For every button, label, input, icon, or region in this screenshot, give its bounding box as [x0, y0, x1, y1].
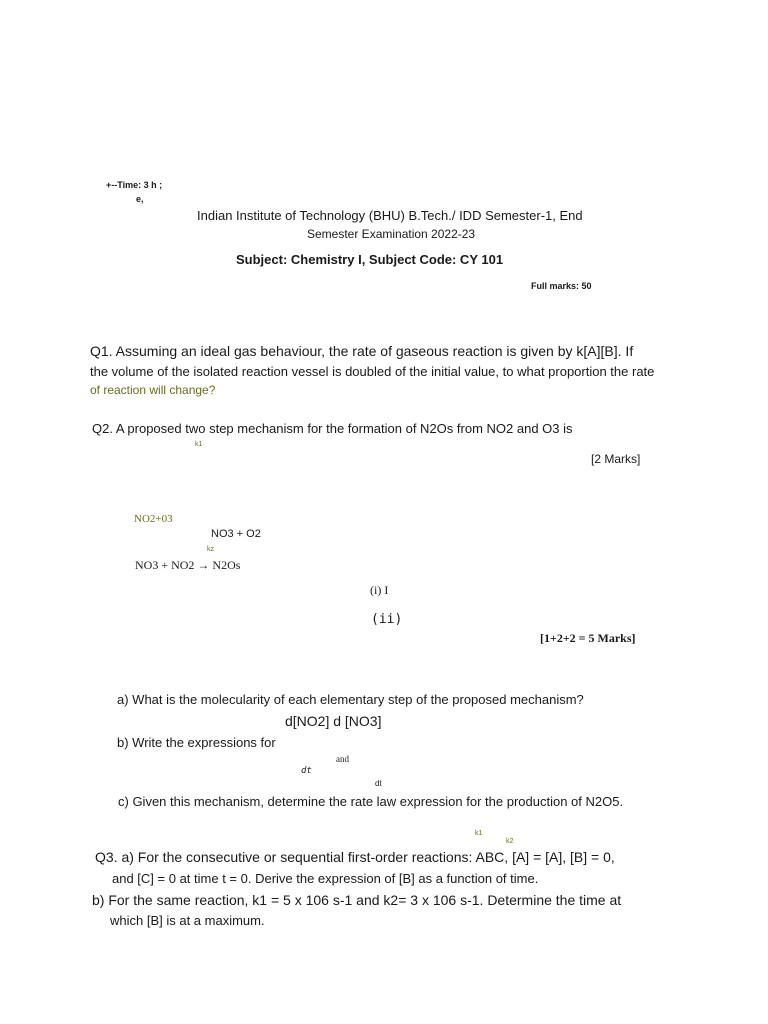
time-line-2: e,	[136, 194, 144, 204]
q3-line-4: which [B] is at a maximum.	[110, 913, 265, 928]
dt-label-2: dt	[375, 779, 382, 788]
q2-part-c: c) Given this mechanism, determine the rate law expression for the production of N2O5.	[118, 794, 624, 809]
label-ii: (ii)	[371, 612, 403, 627]
k2-label: kz	[207, 546, 214, 553]
time-line: +--Time: 3 h ;	[106, 180, 163, 190]
q3-line-2: and [C] = 0 at time t = 0. Derive the expression of [B] as a function of time.	[112, 871, 539, 886]
q3-k2-label: k2	[506, 838, 514, 845]
q3-line-1: Q3. a) For the consecutive or sequential first-order reactions: ABC, [A] = [A], [B] = 0,	[95, 849, 615, 865]
q3-k1-label: k1	[475, 830, 483, 837]
q2-part-a: a) What is the molecularity of each elementary step of the proposed mechanism?	[117, 692, 584, 707]
q2-marks-2: [1+2+2 = 5 Marks]	[540, 631, 636, 645]
dt-label-1: dt	[301, 766, 312, 776]
reaction-1-left: NO2+03	[134, 513, 173, 525]
subject-line: Subject: Chemistry I, Subject Code: CY 101	[236, 252, 504, 267]
q1-line-1: Q1. Assuming an ideal gas behaviour, the rate of gaseous reaction is given by k[A][B]. If	[90, 343, 634, 359]
institute-line-2: Semester Examination 2022-23	[307, 227, 476, 241]
derivative-numerators: d[NO2] d [NO3]	[285, 713, 382, 729]
k1-label: k1	[195, 441, 203, 448]
q3-line-3: b) For the same reaction, k1 = 5 x 106 s-1 and k2= 3 x 106 s-1. Determine the time at	[92, 892, 622, 908]
reaction-1-right: NO3 + O2	[211, 528, 261, 540]
and-label: and	[336, 754, 349, 764]
q2-marks: [2 Marks]	[591, 452, 641, 466]
q1-line-2: the volume of the isolated reaction vessel is doubled of the initial value, to what proportion the rate	[90, 364, 655, 379]
q2-part-b: b) Write the expressions for	[117, 735, 276, 750]
q2-line-1: Q2. A proposed two step mechanism for the formation of N2Os from NO2 and O3 is	[92, 421, 573, 436]
label-i: (i) I	[370, 583, 389, 597]
reaction-2: NO3 + NO2 → N2Os	[135, 558, 241, 572]
q1-line-3: of reaction will change?	[90, 383, 216, 397]
full-marks: Full marks: 50	[531, 281, 592, 291]
institute-line-1: Indian Institute of Technology (BHU) B.Tech./ IDD Semester-1, End	[197, 208, 583, 223]
